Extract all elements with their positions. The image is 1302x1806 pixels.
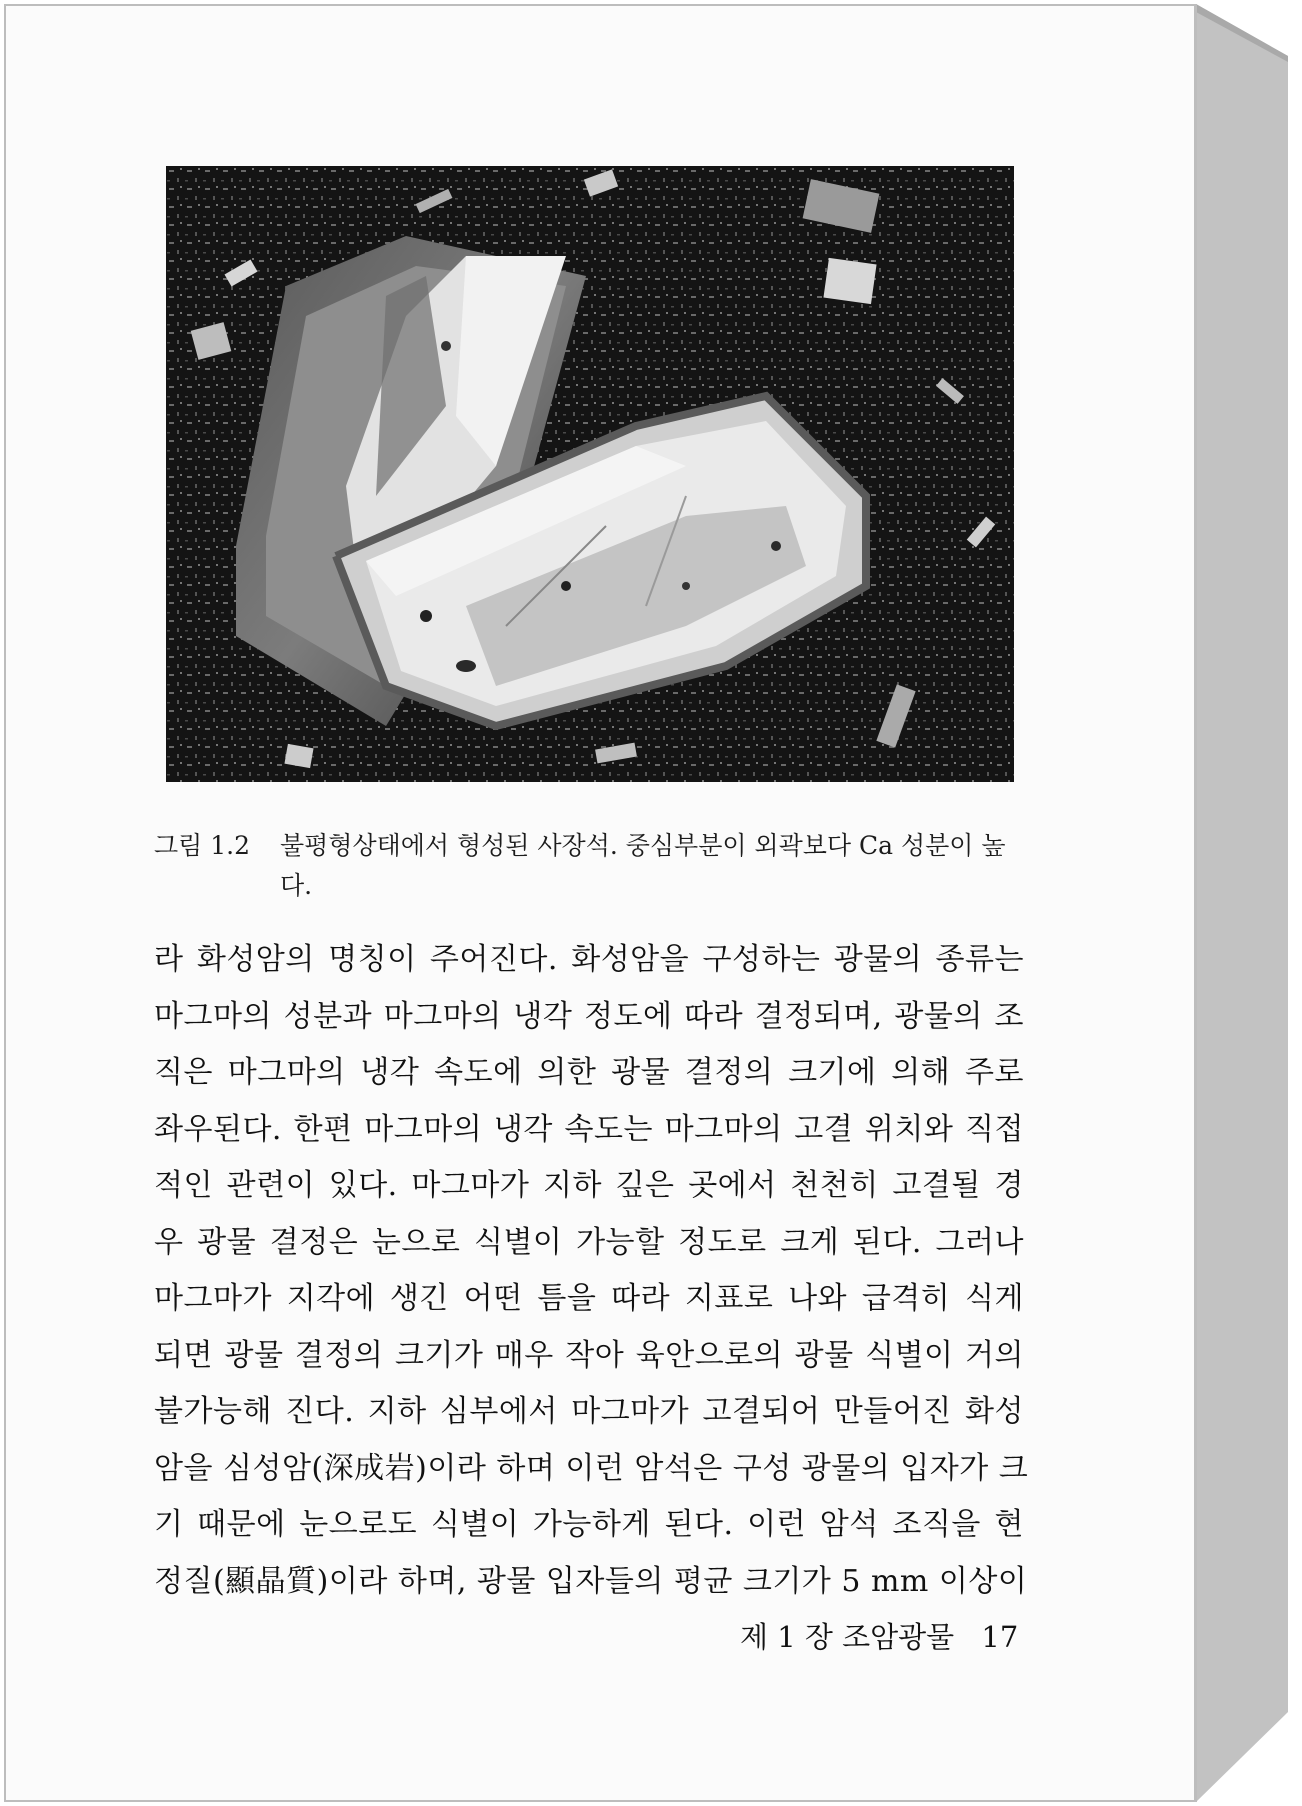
- figure-label: 그림 1.2: [154, 831, 251, 860]
- page-footer: [740, 1615, 1019, 1656]
- figure-caption-text: 불평형상태에서 형성된 사장석. 중심부분이 외곽보다 Ca 성분이 높다.: [280, 831, 1006, 900]
- body-line: 불가능해 진다. 지하 심부에서 마그마가 고결되어 만들어진 화성: [154, 1394, 1024, 1429]
- chapter-title: 제 1 장 조암광물: [740, 1620, 955, 1654]
- body-line: 마그마가 지각에 생긴 어떤 틈을 따라 지표로 나와 급격히 식게: [154, 1281, 1024, 1316]
- body-line: 적인 관련이 있다. 마그마가 지하 깊은 곳에서 천천히 고결될 경: [154, 1168, 1024, 1203]
- plagioclase-micrograph: [166, 166, 1014, 782]
- body-line: 되면 광물 결정의 크기가 매우 작아 육안으로의 광물 식별이 거의: [154, 1337, 1024, 1373]
- body-line: 기 때문에 눈으로도 식별이 가능하게 된다. 이런 암석 조직을 현: [154, 1507, 1024, 1542]
- body-paragraph: [154, 932, 1029, 1610]
- body-line: 좌우된다. 한편 마그마의 냉각 속도는 마그마의 고결 위치와 직접: [154, 1111, 1024, 1147]
- body-line: 직은 마그마의 냉각 속도에 의한 광물 결정의 크기에 의해 주로: [154, 1055, 1024, 1090]
- body-line: 마그마의 성분과 마그마의 냉각 정도에 따라 결정되며, 광물의 조: [154, 998, 1024, 1034]
- body-line: 우 광물 결정은 눈으로 식별이 가능할 정도로 크게 된다. 그러나: [154, 1224, 1024, 1260]
- body-line: 라 화성암의 명칭이 주어진다. 화성암을 구성하는 광물의 종류는: [154, 942, 1024, 977]
- body-line: 정질(顯晶質)이라 하며, 광물 입자들의 평균 크기가 5 mm 이상이: [154, 1563, 1028, 1599]
- body-line: 암을 심성암(深成岩)이라 하며 이런 암석은 구성 광물의 입자가 크: [154, 1450, 1029, 1486]
- page-number: 17: [981, 1620, 1019, 1654]
